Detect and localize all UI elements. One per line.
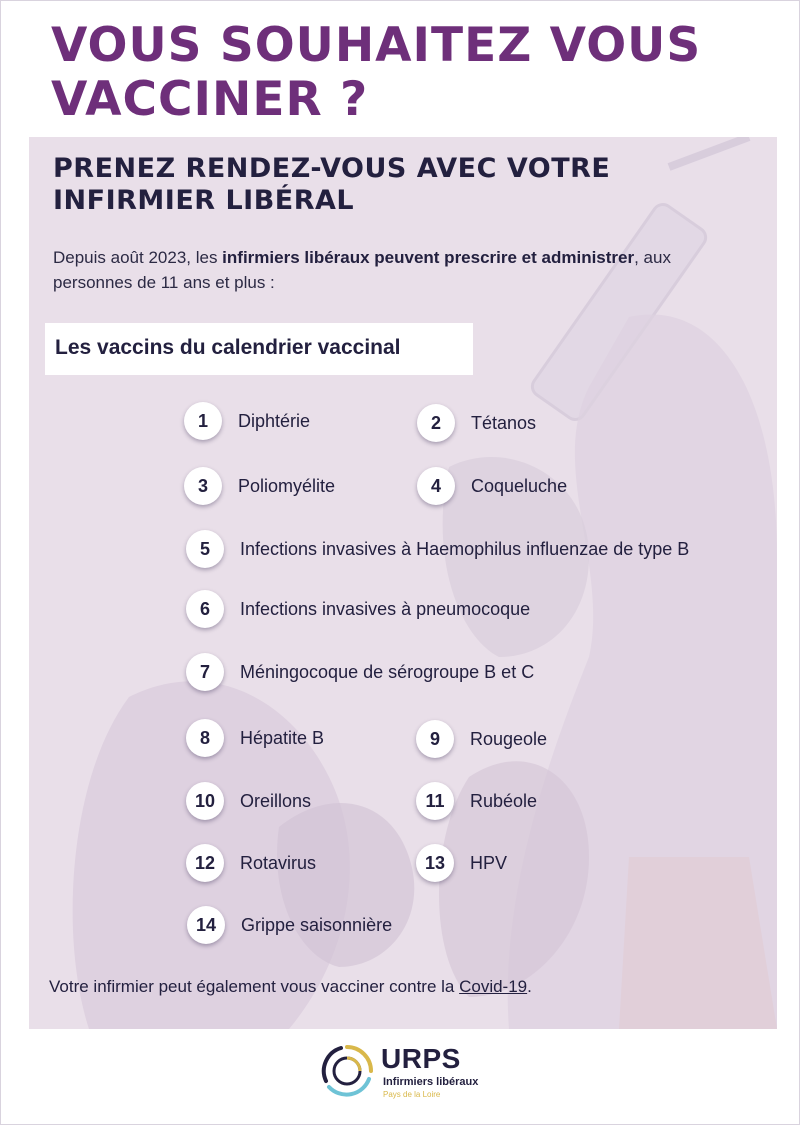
vaccine-item [417,404,536,442]
vaccine-item [416,844,507,882]
intro-text [53,245,743,295]
vaccine-name: Poliomyélite [238,475,336,496]
vaccine-number-badge: 9 [416,720,454,758]
vaccine-name: Hépatite B [240,727,325,748]
vaccine-number-badge: 3 [184,467,222,505]
vaccine-number-badge: 5 [186,530,224,568]
vaccine-number-badge: 4 [417,467,455,505]
vaccine-number-badge: 8 [186,719,224,757]
vaccine-name: HPV [470,852,508,873]
vaccine-number-badge: 2 [417,404,455,442]
vaccine-name: Rubéole [470,790,538,811]
vaccine-name: Diphtérie [238,410,311,431]
vaccine-item [186,782,311,820]
vaccine-number-badge: 13 [416,844,454,882]
logo-subtitle: Infirmiers libéraux [383,1076,479,1088]
vaccine-item [186,844,316,882]
vaccine-name: Oreillons [240,790,312,811]
page-title: VOUS SOUHAITEZ VOUS VACCINER ? [51,18,702,127]
vaccine-item [186,530,689,568]
footer-text: Votre infirmier peut également vous vacciner contre la [49,977,460,996]
footer-end: . [527,977,532,996]
logo-region: Pays de la Loire [383,1090,441,1099]
vaccine-number-badge: 14 [187,906,225,944]
vaccine-item [184,402,310,440]
vaccine-item [417,467,567,505]
vaccine-name: Tétanos [471,412,537,433]
intro-part2: , aux personnes de 11 ans et plus : [53,248,671,292]
vaccine-name: Coqueluche [471,475,568,496]
vaccine-number-badge: 1 [184,402,222,440]
section-title: Les vaccins du calendrier vaccinal [55,336,401,359]
vaccine-number-badge: 11 [416,782,454,820]
vaccine-name: Infections invasives à Haemophilus influenzae de type B [240,538,690,559]
vaccine-item [186,653,534,691]
covid-link[interactable]: Covid-19 [459,977,528,996]
intro-bold: infirmiers libéraux peuvent prescrire et administrer [222,248,635,267]
vaccine-item [184,467,335,505]
vaccine-item [186,719,324,757]
logo-name: URPS [381,1043,461,1074]
intro-part1: Depuis août 2023, les [53,248,223,267]
section-header-box [45,323,473,375]
vaccine-number-badge: 6 [186,590,224,628]
urps-logo [319,1043,519,1103]
vaccine-name: Grippe saisonnière [241,914,393,935]
vaccine-number-badge: 12 [186,844,224,882]
vaccine-number-badge: 7 [186,653,224,691]
vaccine-number-badge: 10 [186,782,224,820]
vaccine-name: Rougeole [470,728,548,749]
page-subtitle: PRENEZ RENDEZ-VOUS AVEC VOTRE INFIRMIER LIBÉRAL [53,153,611,216]
vaccine-name: Infections invasives à pneumocoque [240,598,531,619]
content-panel [29,137,777,1029]
footer-note [49,977,749,997]
vaccine-name: Rotavirus [240,852,317,873]
vaccine-name: Méningocoque de sérogroupe B et C [240,661,535,682]
vaccine-item [187,906,392,944]
vaccine-item [186,590,530,628]
vaccine-item [416,782,537,820]
urps-logo-mark-icon [319,1043,375,1099]
vaccine-item [416,720,547,758]
